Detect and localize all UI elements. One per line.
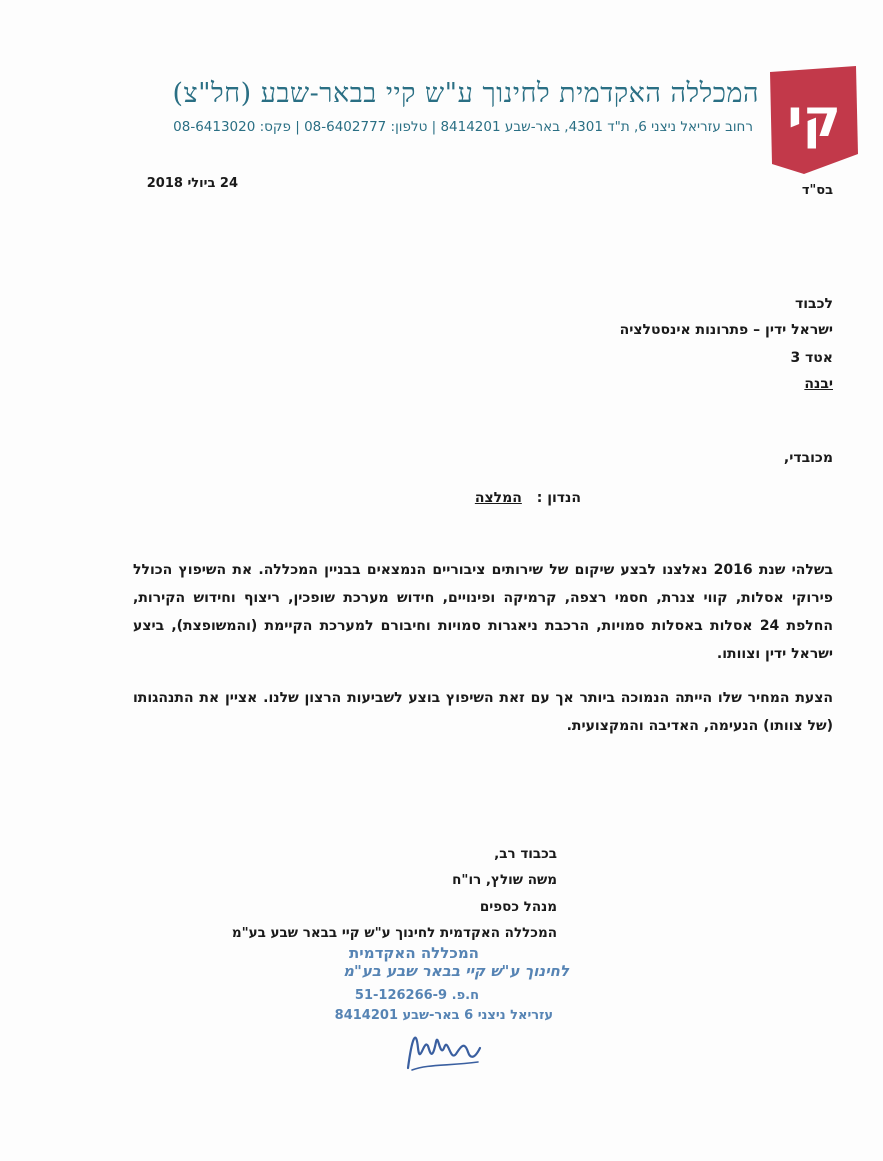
company-stamp xyxy=(299,936,569,1028)
recipient-name: ישראל ידין – פתרונות אינסטלציה xyxy=(619,322,833,338)
logo-text: קי xyxy=(787,89,841,149)
handwritten-signature xyxy=(398,1018,488,1078)
college-logo xyxy=(764,64,860,176)
stamp-line-4: עזריאל ניצני 6 באר-שבע 8414201 xyxy=(334,1008,553,1023)
body-paragraph-2: הצעת המחיר שלו הייתה הנמוכה ביותר אך עם זאת השיפוץ בוצע לשביעות הרצון שלנו. אציין את התנהגותו (של צוותו) הנעימה, האדיבה והמקצועית. xyxy=(133,690,833,734)
greeting: מכובדי, xyxy=(783,450,833,466)
signer-title: מנהל כספים xyxy=(479,899,557,915)
signer-name: משה שולץ, רו"ח xyxy=(452,872,557,888)
stamp-line-3: ח.פ. 51-126266-9 xyxy=(354,988,479,1003)
stamp-line-1: המכללה האקדמית xyxy=(349,944,479,962)
stamp-line-2: לחינוך ע"ש קיי בבאר שבע בע"מ xyxy=(343,962,569,980)
subject-label: הנדון : xyxy=(536,490,581,506)
signer-org: המכללה האקדמית לחינוך ע"ש קיי בבאר שבע בע"מ xyxy=(231,925,557,941)
bsd-mark: בס"ד xyxy=(801,183,833,198)
body-paragraph-1: בשלהי שנת 2016 נאלצנו לבצע שיקום של שירותים ציבוריים הנמצאים בבניין המכללה. את השיפוץ הכולל פירוקי אסלות, קווי צנרת, חסמי רצפה, קרמיקה ופינויים, חידוש מערכת שופכין, ריצוף וחידוש הקירות, החלפת 24 אסלות באסלות סמויות, הרכבת ניאגרות סמויות וחיבורם למערכת הקיימת (והמשופצת), ביצע ישראל ידין וצוותו. xyxy=(133,562,833,662)
org-name: המכללה האקדמית לחינוך ע"ש קיי בבאר-שבע (חל"צ) xyxy=(172,78,759,109)
letter-date: 24 ביולי 2018 xyxy=(146,176,238,191)
subject-value: המלצה xyxy=(474,490,522,506)
org-address: רחוב עזריאל ניצני 6, ת"ד 4301, באר-שבע 8414201 | טלפון: 08-6402777 | פקס: 08-6413020 xyxy=(173,119,753,135)
subject-line xyxy=(475,490,581,506)
recipient-city: יבנה xyxy=(804,376,833,392)
recipient-street: אטד 3 xyxy=(790,350,833,366)
closing-regards: בכבוד רב, xyxy=(494,846,557,862)
recipient-salutation: לכבוד xyxy=(795,296,833,312)
